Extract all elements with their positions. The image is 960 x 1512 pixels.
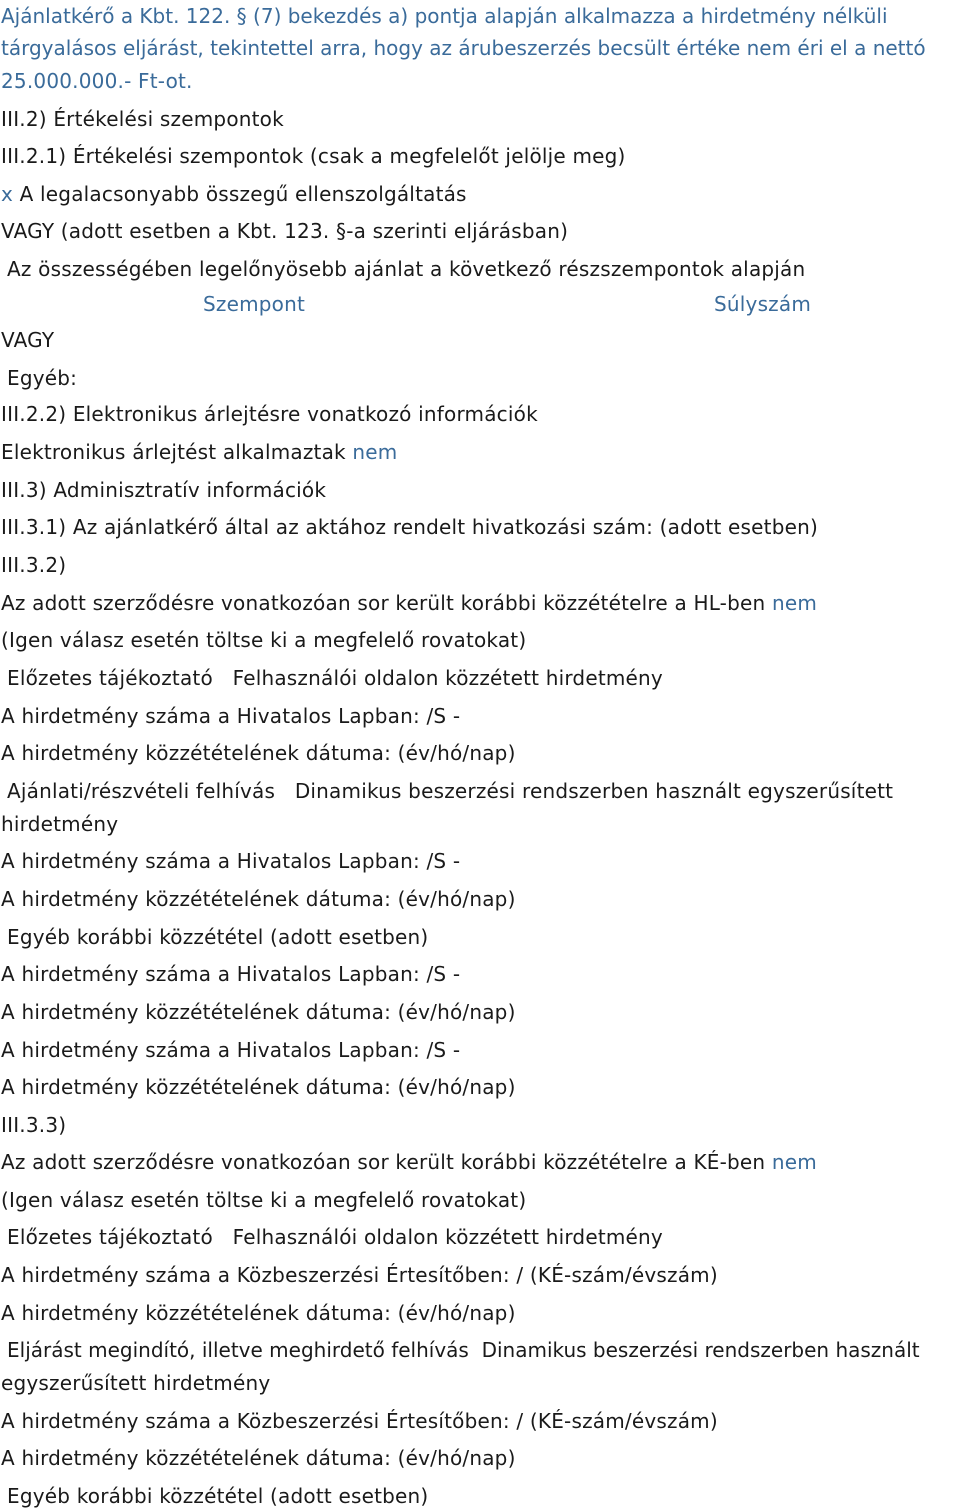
- hl-notice-types-1: [7, 664, 663, 692]
- ke-notice-types-1: [7, 1223, 663, 1251]
- hl-notice-date-1: A hirdetmény közzétételének dátuma: (év/hó/nap): [1, 741, 516, 765]
- hl-notice-types-2: [7, 777, 893, 805]
- hl-notice-number-2: A hirdetmény száma a Hivatalos Lapban: /S -: [1, 849, 461, 873]
- ke-notice-number-1: A hirdetmény száma a Közbeszerzési Értesítőben: / (KÉ-szám/évszám): [1, 1263, 718, 1287]
- lowest-price-label: A legalacsonyabb összegű ellenszolgáltatás: [19, 182, 467, 206]
- ke-publication-line: [1, 1148, 817, 1176]
- selected-mark: x: [1, 182, 14, 206]
- section-heading-iii2: III.2) Értékelési szempontok: [1, 107, 284, 131]
- ke-notice-date-1: A hirdetmény közzétételének dátuma: (év/hó/nap): [1, 1301, 516, 1325]
- hl-notice-date-3: A hirdetmény közzétételének dátuma: (év/hó/nap): [1, 1000, 516, 1024]
- section-heading-iii21: III.2.1) Értékelési szempontok (csak a megfelelőt jelölje meg): [1, 144, 626, 168]
- hl-publication-line: [1, 589, 817, 617]
- hl-publication-label: Az adott szerződésre vonatkozóan sor került korábbi közzétételre a HL-ben: [1, 591, 766, 615]
- hl-other-publication: Egyéb korábbi közzététel (adott esetben): [7, 925, 429, 949]
- hl-notice-date-2: A hirdetmény közzétételének dátuma: (év/hó/nap): [1, 887, 516, 911]
- hl-publication-value: nem: [771, 591, 818, 615]
- egyeb-label: Egyéb:: [7, 366, 78, 390]
- e-auction-value: nem: [352, 440, 398, 464]
- e-auction-label: Elektronikus árlejtést alkalmaztak: [1, 440, 346, 464]
- column-header-szempont: Szempont: [203, 292, 306, 316]
- ke-dinamikus-continued: egyszerűsített hirdetmény: [1, 1371, 271, 1395]
- section-heading-iii22: III.2.2) Elektronikus árlejtésre vonatkozó információk: [1, 402, 538, 426]
- ke-notice-types-2: [7, 1336, 920, 1364]
- ke-elozetes-option: Előzetes tájékoztató: [7, 1225, 213, 1249]
- section-heading-iii33: III.3.3): [1, 1113, 67, 1137]
- intro-line-2: tárgyalásos eljárást, tekintettel arra, hogy az árubeszerzés becsült értéke nem éri el a nettó: [1, 36, 926, 60]
- section-heading-iii32: III.3.2): [1, 553, 67, 577]
- ke-other-publication: Egyéb korábbi közzététel (adott esetben): [7, 1484, 429, 1508]
- section-heading-iii31: III.3.1) Az ajánlatkérő által az aktához rendelt hivatkozási szám: (adott esetben): [1, 515, 818, 539]
- section-heading-iii3: III.3) Adminisztratív információk: [1, 478, 327, 502]
- ke-eljarast-option: Eljárást megindító, illetve meghirdető felhívás: [7, 1338, 469, 1362]
- ke-dinamikus-option: Dinamikus beszerzési rendszerben használt: [481, 1338, 920, 1362]
- hl-notice-number-4: A hirdetmény száma a Hivatalos Lapban: /S -: [1, 1038, 461, 1062]
- e-auction-line: [1, 438, 397, 466]
- vagy-label: VAGY: [1, 328, 55, 352]
- intro-line-1: Ajánlatkérő a Kbt. 122. § (7) bekezdés a) pontja alapján alkalmazza a hirdetmény nélküli: [1, 4, 888, 28]
- column-header-sulyszam: Súlyszám: [714, 292, 812, 316]
- hl-hint: (Igen válasz esetén töltse ki a megfelelő rovatokat): [1, 628, 527, 652]
- hl-elozetes-option: Előzetes tájékoztató: [7, 666, 213, 690]
- hl-dinamikus-option: Dinamikus beszerzési rendszerben használt egyszerűsített: [294, 779, 894, 803]
- vagy-kbt-line: VAGY (adott esetben a Kbt. 123. §-a szerinti eljárásban): [1, 219, 569, 243]
- hl-notice-number-3: A hirdetmény száma a Hivatalos Lapban: /S -: [1, 962, 461, 986]
- intro-line-3: 25.000.000.- Ft-ot.: [1, 69, 193, 93]
- hl-felhasznaloi-option: Felhasználói oldalon közzétett hirdetmény: [232, 666, 663, 690]
- lowest-price-option: [1, 180, 467, 208]
- hl-notice-number-1: A hirdetmény száma a Hivatalos Lapban: /S -: [1, 704, 461, 728]
- ke-felhasznaloi-option: Felhasználói oldalon közzétett hirdetmény: [232, 1225, 663, 1249]
- ke-notice-date-2: A hirdetmény közzétételének dátuma: (év/hó/nap): [1, 1446, 516, 1470]
- hl-dinamikus-continued: hirdetmény: [1, 812, 119, 836]
- best-value-line: Az összességében legelőnyösebb ajánlat a következő részszempontok alapján: [7, 257, 806, 281]
- ke-notice-number-2: A hirdetmény száma a Közbeszerzési Értesítőben: / (KÉ-szám/évszám): [1, 1409, 718, 1433]
- ke-hint: (Igen válasz esetén töltse ki a megfelelő rovatokat): [1, 1188, 527, 1212]
- hl-ajanlati-option: Ajánlati/részvételi felhívás: [7, 779, 276, 803]
- ke-publication-label: Az adott szerződésre vonatkozóan sor került korábbi közzétételre a KÉ-ben: [1, 1150, 766, 1174]
- ke-publication-value: nem: [771, 1150, 817, 1174]
- hl-notice-date-4: A hirdetmény közzétételének dátuma: (év/hó/nap): [1, 1075, 516, 1099]
